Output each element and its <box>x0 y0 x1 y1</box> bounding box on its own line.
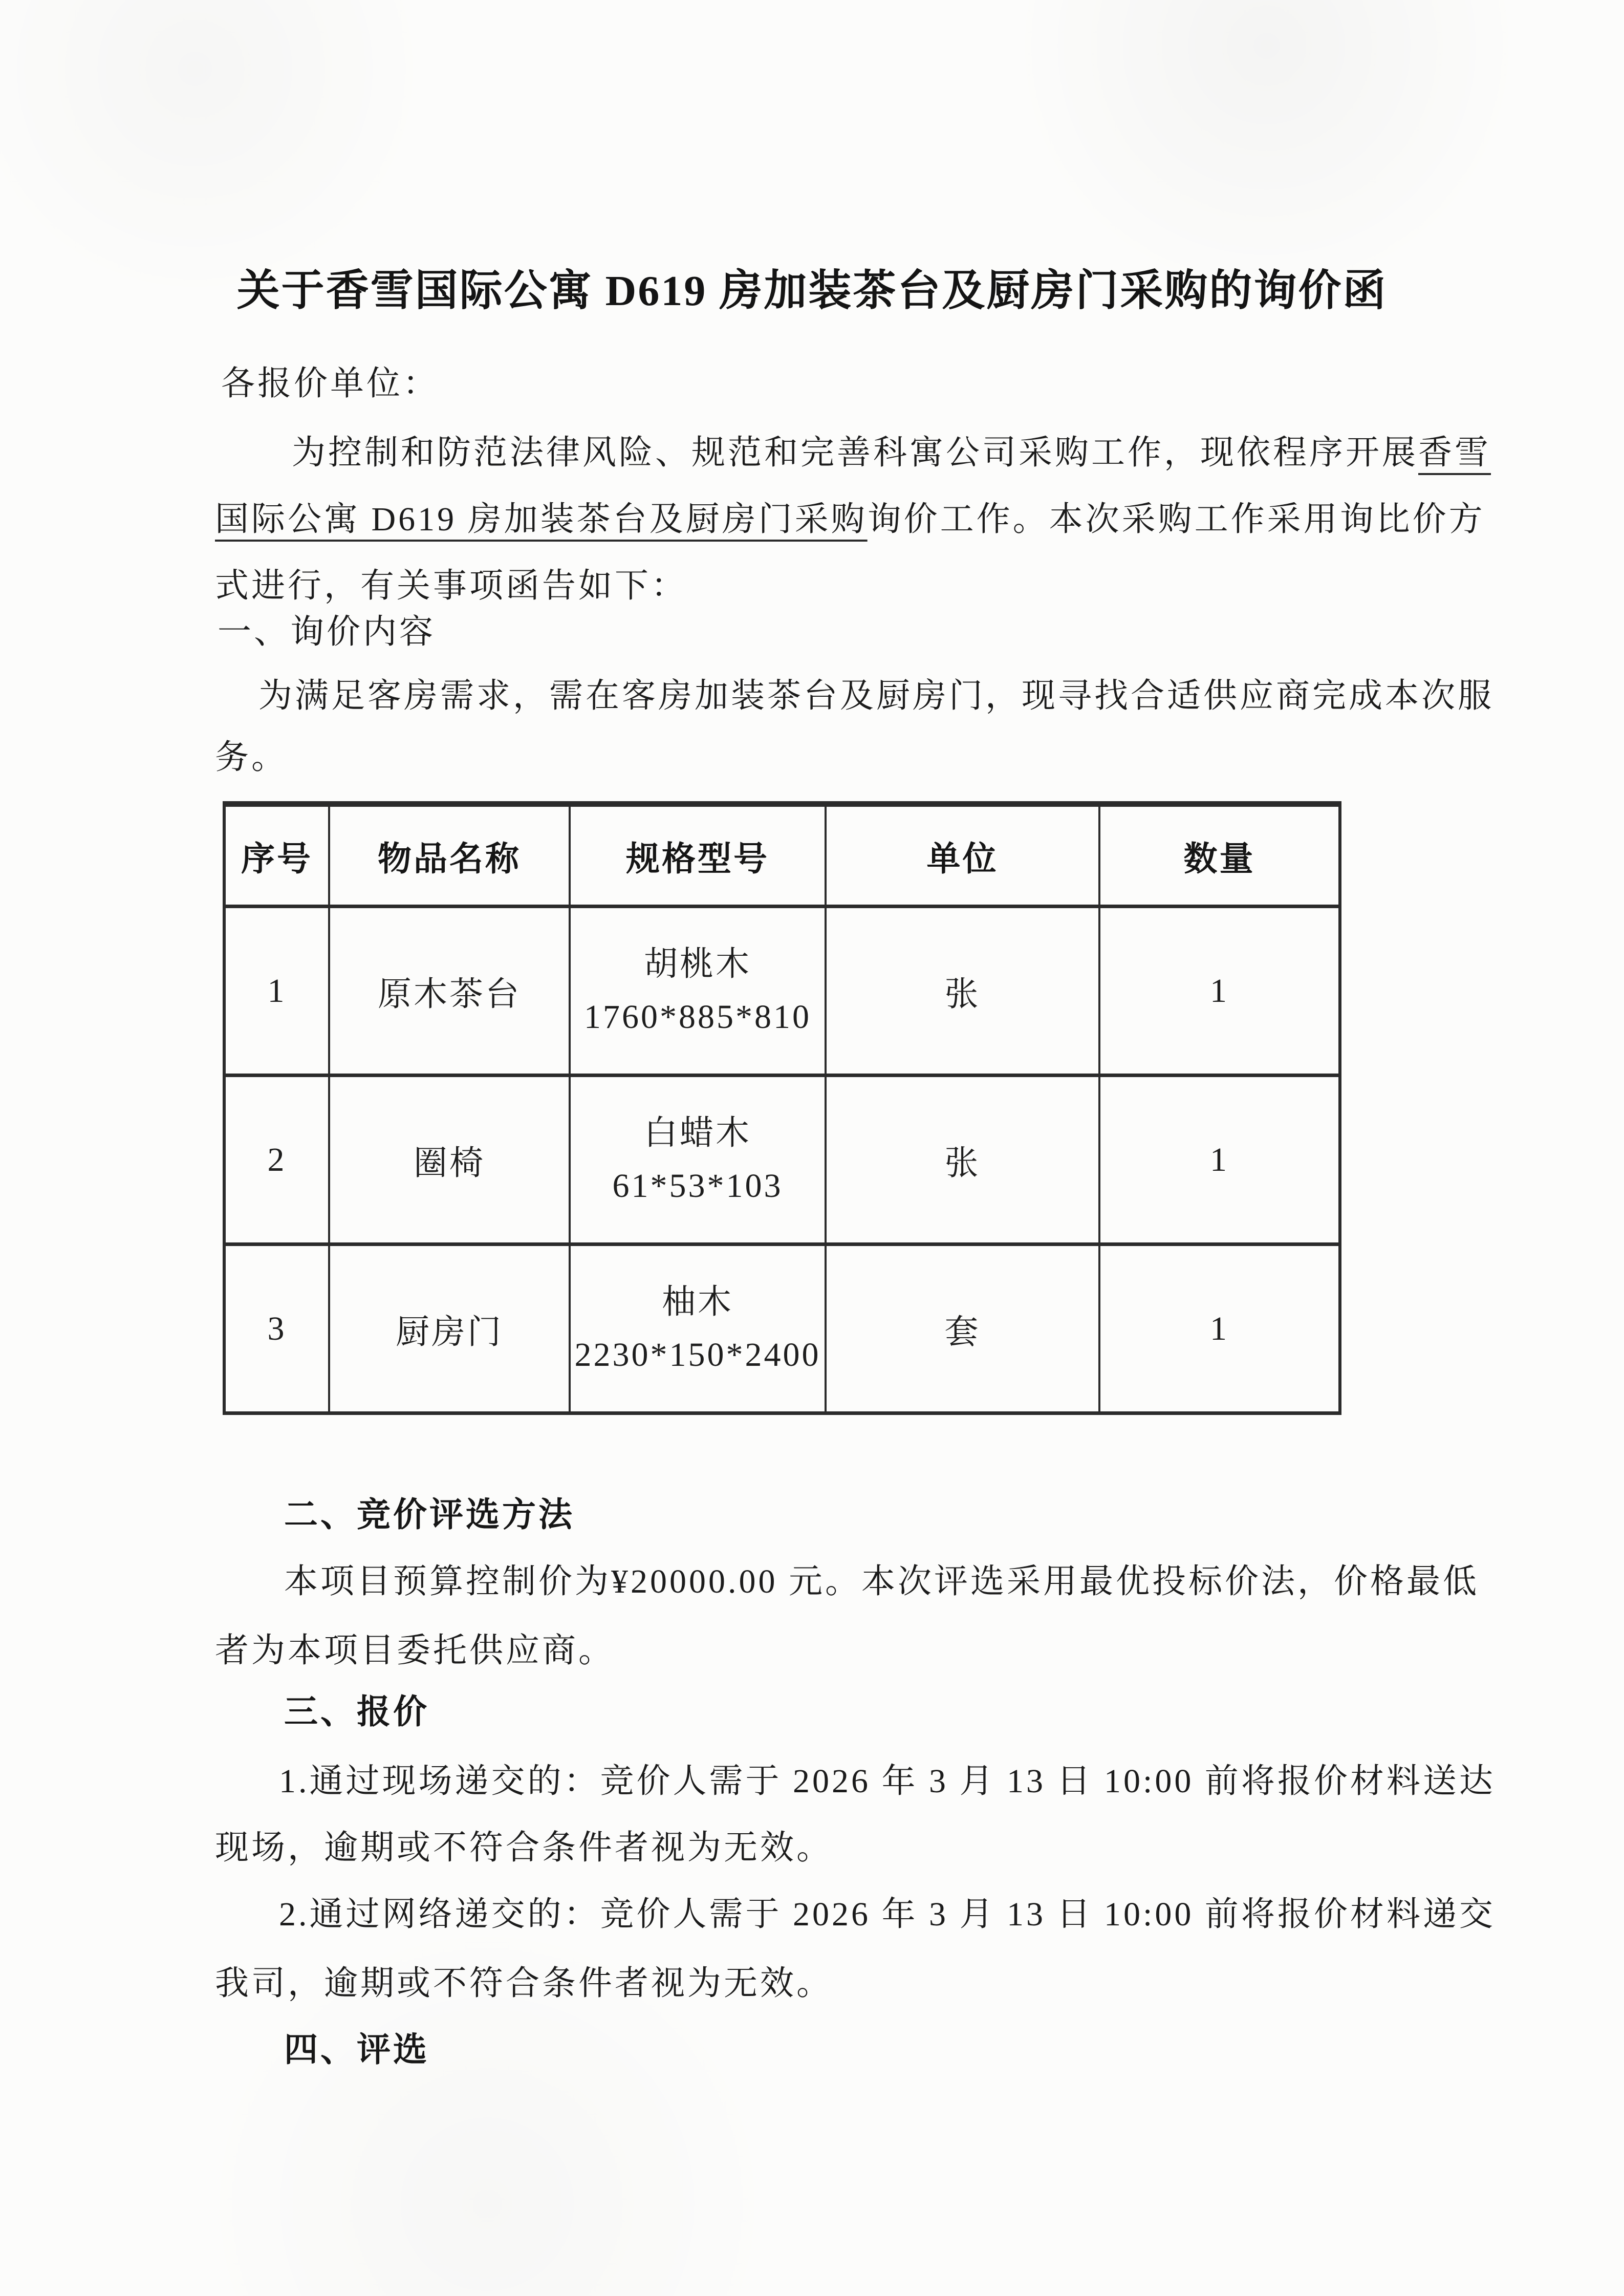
item-name: 圈椅 <box>329 1076 570 1244</box>
col-header-qty: 数量 <box>1099 804 1340 907</box>
section3-item2-line1: 2.通过网络递交的：竞价人需于 2026 年 3 月 13 日 10:00 前将报价材料递交 <box>279 1896 1496 1933</box>
intro-line-3: 式进行，有关事项函告如下： <box>215 567 687 605</box>
intro-line-2-text: 询价工作。本次采购工作采用询比价方 <box>867 501 1485 538</box>
section3-item2-line2: 我司，逾期或不符合条件者视为无效。 <box>215 1965 833 2002</box>
spec-size: 1760*885*810 <box>584 998 811 1036</box>
item-qty: 1 <box>1099 1244 1340 1413</box>
spec-material: 胡桃木 <box>644 946 751 983</box>
table-row <box>224 1244 1340 1413</box>
section3-heading: 三、报价 <box>284 1693 429 1731</box>
intro-line-1 <box>292 436 1491 470</box>
section1-body-line1: 为满足客房需求，需在客房加装茶台及厨房门，现寻找合适供应商完成本次服 <box>258 677 1494 715</box>
table-row <box>224 1076 1340 1244</box>
item-spec <box>570 1244 826 1413</box>
section3-item1-line1: 1.通过现场递交的：竞价人需于 2026 年 3 月 13 日 10:00 前将报价材料送达 <box>279 1763 1496 1800</box>
item-qty: 1 <box>1099 907 1340 1076</box>
spec-material: 白蜡木 <box>644 1114 751 1152</box>
item-spec <box>570 907 826 1076</box>
item-unit: 张 <box>826 1076 1099 1244</box>
col-header-unit: 单位 <box>826 804 1099 907</box>
page-title: 关于香雪国际公寓 D619 房加装茶台及厨房门采购的询价函 <box>236 267 1388 315</box>
section2-body-line2: 者为本项目委托供应商。 <box>215 1632 615 1669</box>
spec-size: 2230*150*2400 <box>574 1336 821 1374</box>
col-header-index: 序号 <box>224 804 329 907</box>
underlined-project-name-part1: 香雪 <box>1418 434 1491 471</box>
section1-body-line2: 务。 <box>215 739 288 776</box>
table-header-row <box>224 804 1340 907</box>
section3-item1-line2: 现场，逾期或不符合条件者视为无效。 <box>215 1829 833 1866</box>
item-name: 原木茶台 <box>329 907 570 1076</box>
item-name: 厨房门 <box>329 1244 570 1413</box>
intro-line-2 <box>215 503 1485 537</box>
col-header-spec: 规格型号 <box>570 804 826 907</box>
section2-heading: 二、竞价评选方法 <box>284 1496 575 1534</box>
section1-heading: 一、询价内容 <box>218 613 436 651</box>
row-index: 2 <box>224 1076 329 1244</box>
spec-material: 柚木 <box>662 1283 733 1321</box>
section2-body-line1: 本项目预算控制价为¥20000.00 元。本次评选采用最优投标价法，价格最低 <box>284 1563 1479 1600</box>
item-qty: 1 <box>1099 1076 1340 1244</box>
item-unit: 套 <box>826 1244 1099 1413</box>
table-row <box>224 907 1340 1076</box>
row-index: 1 <box>224 907 329 1076</box>
col-header-item-name: 物品名称 <box>329 804 570 907</box>
spec-size: 61*53*103 <box>612 1167 783 1205</box>
item-spec <box>570 1076 826 1244</box>
section4-heading: 四、评选 <box>284 2031 429 2069</box>
row-index: 3 <box>224 1244 329 1413</box>
underlined-project-name-part2: 国际公寓 D619 房加装茶台及厨房门采购 <box>215 501 868 538</box>
item-unit: 张 <box>826 907 1099 1076</box>
items-table <box>223 801 1341 1415</box>
salutation: 各报价单位： <box>221 365 439 402</box>
intro-line-1-text: 为控制和防范法律风险、规范和完善科寓公司采购工作，现依程序开展 <box>292 434 1418 471</box>
